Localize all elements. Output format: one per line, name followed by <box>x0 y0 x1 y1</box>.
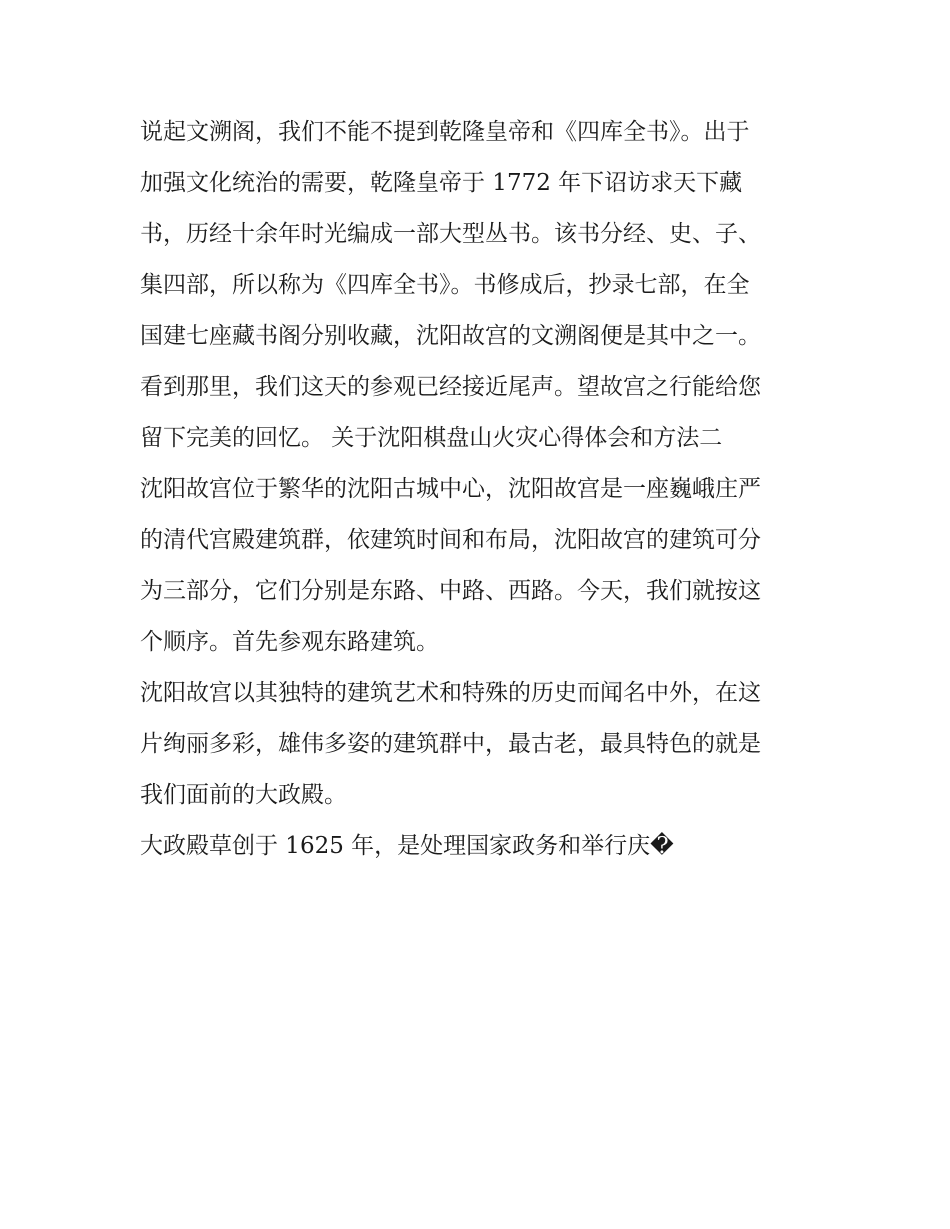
text-line: 为三部分，它们分别是东路、中路、西路。今天，我们就按这 <box>140 578 761 604</box>
text-line: 说起文溯阁，我们不能不提到乾隆皇帝和《四库全书》。出于 <box>140 119 750 145</box>
text-line: 的清代宫殿建筑群，依建筑时间和布局，沈阳故宫的建筑可分 <box>140 527 761 553</box>
text-line: 看到那里，我们这天的参观已经接近尾声。望故宫之行能给您 <box>140 374 761 400</box>
text-line: 集四部，所以称为《四库全书》。书修成后，抄录七部，在全 <box>140 272 750 298</box>
text-line: 留下完美的回忆。 关于沈阳棋盘山火灾心得体会和方法二 <box>140 425 723 451</box>
text-line: 沈阳故宫位于繁华的沈阳古城中心，沈阳故宫是一座巍峨庄严 <box>140 476 761 502</box>
text-line: 国建七座藏书阁分别收藏，沈阳故宫的文溯阁便是其中之一。 <box>140 323 761 349</box>
body-text <box>140 107 820 872</box>
text-line: 书，历经十余年时光编成一部大型丛书。该书分经、史、子、 <box>140 221 761 247</box>
text-line: 加强文化统治的需要，乾隆皇帝于 1772 年下诏访求天下藏 <box>140 170 743 196</box>
text-line: 大政殿草创于 1625 年，是处理国家政务和举行庆� <box>140 833 674 859</box>
text-line: 片绚丽多彩，雄伟多姿的建筑群中，最古老，最具特色的就是 <box>140 731 761 757</box>
text-line: 个顺序。首先参观东路建筑。 <box>140 629 439 655</box>
text-line: 我们面前的大政殿。 <box>140 782 347 808</box>
text-line: 沈阳故宫以其独特的建筑艺术和特殊的历史而闻名中外，在这 <box>140 680 761 706</box>
